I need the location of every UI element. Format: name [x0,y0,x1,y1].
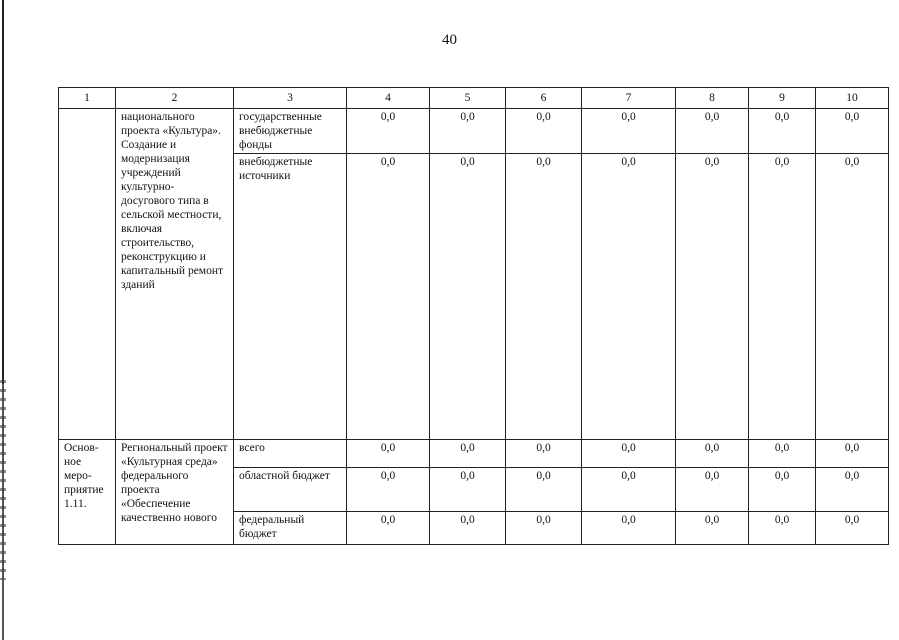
budget-table [58,87,889,545]
description-cell: Региональный проект «Культурная среда» федерального проекта «Обеспечение качественно нового [116,439,234,545]
funding-source-cell: государственные внебюджетные фонды [234,109,347,154]
value-cell: 0,0 [347,109,430,154]
value-cell: 0,0 [676,511,749,544]
value-cell: 0,0 [816,439,889,467]
value-cell: 0,0 [506,439,582,467]
column-header: 6 [506,88,582,109]
value-cell: 0,0 [749,439,816,467]
funding-source-cell: федеральный бюджет [234,511,347,544]
value-cell: 0,0 [676,439,749,467]
value-cell: 0,0 [816,467,889,511]
funding-source-cell: всего [234,439,347,467]
column-header: 9 [749,88,816,109]
column-header: 8 [676,88,749,109]
value-cell: 0,0 [676,109,749,154]
value-cell: 0,0 [506,154,582,439]
funding-source-cell: областной бюджет [234,467,347,511]
measure-cell: Основ-ное меро-приятие 1.11. [59,439,116,545]
value-cell: 0,0 [582,511,676,544]
value-cell: 0,0 [430,511,506,544]
column-header: 1 [59,88,116,109]
table-row [59,439,889,467]
value-cell: 0,0 [582,154,676,439]
scan-margin-marks [0,380,6,580]
value-cell: 0,0 [676,154,749,439]
value-cell: 0,0 [582,109,676,154]
value-cell: 0,0 [430,154,506,439]
column-header: 3 [234,88,347,109]
value-cell: 0,0 [506,109,582,154]
value-cell: 0,0 [816,511,889,544]
measure-cell [59,109,116,440]
column-header: 7 [582,88,676,109]
value-cell: 0,0 [816,109,889,154]
value-cell: 0,0 [430,439,506,467]
value-cell: 0,0 [347,439,430,467]
value-cell: 0,0 [582,467,676,511]
value-cell: 0,0 [506,511,582,544]
value-cell: 0,0 [749,511,816,544]
column-header: 2 [116,88,234,109]
page-number: 40 [442,32,457,48]
value-cell: 0,0 [506,467,582,511]
value-cell: 0,0 [816,154,889,439]
column-header: 10 [816,88,889,109]
value-cell: 0,0 [749,154,816,439]
column-header: 5 [430,88,506,109]
header-row [59,88,889,109]
value-cell: 0,0 [347,467,430,511]
value-cell: 0,0 [347,154,430,439]
funding-source-cell: внебюджетные источники [234,154,347,439]
value-cell: 0,0 [347,511,430,544]
table-row [59,109,889,154]
value-cell: 0,0 [749,109,816,154]
value-cell: 0,0 [430,109,506,154]
value-cell: 0,0 [676,467,749,511]
value-cell: 0,0 [430,467,506,511]
column-header: 4 [347,88,430,109]
value-cell: 0,0 [582,439,676,467]
description-cell: национального проекта «Культура». Создание и модернизация учреждений культурно-досугового типа в сельской местности, включая строительство, реконструкцию и капитальный ремонт зданий [116,109,234,440]
value-cell: 0,0 [749,467,816,511]
